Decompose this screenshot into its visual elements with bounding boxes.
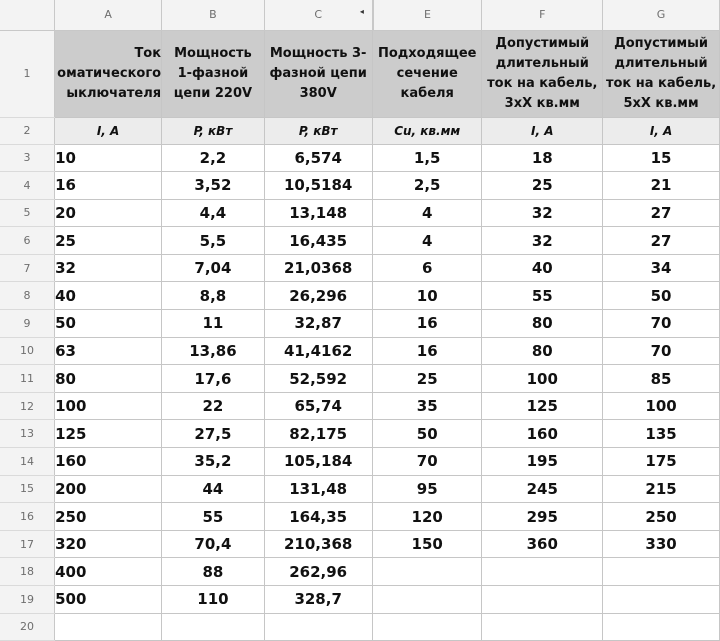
cell-c17[interactable]: 210,368 [264, 530, 372, 558]
cell-g18[interactable] [603, 558, 720, 586]
cell-e8[interactable]: 10 [373, 282, 482, 310]
row-header-6[interactable]: 6 [0, 227, 55, 255]
cell-g7[interactable]: 34 [603, 254, 720, 282]
row-header-13[interactable]: 13 [0, 420, 55, 448]
cell-f4[interactable]: 25 [482, 172, 603, 200]
cell-a5[interactable]: 20 [55, 199, 162, 227]
column-header-c[interactable] [264, 0, 372, 30]
cell-a8[interactable]: 40 [55, 282, 162, 310]
cell-f5[interactable]: 32 [482, 199, 603, 227]
cell-g14[interactable]: 175 [603, 448, 720, 476]
column-header-row [0, 0, 720, 30]
row-header-10[interactable]: 10 [0, 337, 55, 365]
cell-b9[interactable]: 11 [162, 310, 265, 338]
header-cell-e[interactable]: Подходящее сечение кабеля [373, 30, 482, 117]
cell-e7[interactable]: 6 [373, 254, 482, 282]
cell-a9[interactable]: 50 [55, 310, 162, 338]
cell-a14[interactable]: 160 [55, 448, 162, 476]
table-row [0, 310, 720, 338]
cell-b20[interactable] [162, 613, 265, 640]
column-header-e[interactable]: E [373, 0, 482, 30]
row-header-7[interactable]: 7 [0, 254, 55, 282]
cell-g20[interactable] [603, 613, 720, 640]
cell-a15[interactable]: 200 [55, 475, 162, 503]
cell-b7[interactable]: 7,04 [162, 254, 265, 282]
cell-e9[interactable]: 16 [373, 310, 482, 338]
cell-b14[interactable]: 35,2 [162, 448, 265, 476]
table-row [0, 503, 720, 531]
cell-b18[interactable]: 88 [162, 558, 265, 586]
cell-e11[interactable]: 25 [373, 365, 482, 393]
table-row [0, 144, 720, 172]
cell-g5[interactable]: 27 [603, 199, 720, 227]
cell-a4[interactable]: 16 [55, 172, 162, 200]
table-row [0, 254, 720, 282]
cell-b10[interactable]: 13,86 [162, 337, 265, 365]
hidden-columns-left-arrow-icon[interactable]: ◂ [359, 7, 364, 16]
cell-g11[interactable]: 85 [603, 365, 720, 393]
column-header-a[interactable]: A [55, 0, 162, 30]
table-row [0, 392, 720, 420]
cell-a19[interactable]: 500 [55, 586, 162, 614]
cell-c12[interactable]: 65,74 [264, 392, 372, 420]
cell-f17[interactable]: 360 [482, 530, 603, 558]
cell-f3[interactable]: 18 [482, 144, 603, 172]
cell-g3[interactable]: 15 [603, 144, 720, 172]
cell-c15[interactable]: 131,48 [264, 475, 372, 503]
cell-a6[interactable]: 25 [55, 227, 162, 255]
cell-f9[interactable]: 80 [482, 310, 603, 338]
cell-c14[interactable]: 105,184 [264, 448, 372, 476]
cell-f7[interactable]: 40 [482, 254, 603, 282]
cell-f6[interactable]: 32 [482, 227, 603, 255]
cell-a3[interactable]: 10 [55, 144, 162, 172]
row-header-19[interactable]: 19 [0, 586, 55, 614]
unit-cell-a[interactable]: I, A [55, 117, 162, 144]
row-header-12[interactable]: 12 [0, 392, 55, 420]
cell-f12[interactable]: 125 [482, 392, 603, 420]
table-row [0, 475, 720, 503]
cell-b8[interactable]: 8,8 [162, 282, 265, 310]
table-row [0, 613, 720, 640]
row-header-18[interactable]: 18 [0, 558, 55, 586]
row-header-3[interactable]: 3 [0, 144, 55, 172]
row-header-11[interactable]: 11 [0, 365, 55, 393]
cell-g17[interactable]: 330 [603, 530, 720, 558]
unit-cell-b[interactable]: P, кВт [162, 117, 265, 144]
row-header-2[interactable]: 2 [0, 117, 55, 144]
cell-c5[interactable]: 13,148 [264, 199, 372, 227]
cell-b11[interactable]: 17,6 [162, 365, 265, 393]
cell-f16[interactable]: 295 [482, 503, 603, 531]
unit-cell-g[interactable]: I, A [603, 117, 720, 144]
row-header-8[interactable]: 8 [0, 282, 55, 310]
row-header-14[interactable]: 14 [0, 448, 55, 476]
row-header-17[interactable]: 17 [0, 530, 55, 558]
cell-f19[interactable] [482, 586, 603, 614]
cell-f10[interactable]: 80 [482, 337, 603, 365]
cell-c13[interactable]: 82,175 [264, 420, 372, 448]
cell-a7[interactable]: 32 [55, 254, 162, 282]
table-row [0, 172, 720, 200]
cell-e16[interactable]: 120 [373, 503, 482, 531]
cell-c16[interactable]: 164,35 [264, 503, 372, 531]
cell-g4[interactable]: 21 [603, 172, 720, 200]
cell-g9[interactable]: 70 [603, 310, 720, 338]
cell-e20[interactable] [373, 613, 482, 640]
cell-f11[interactable]: 100 [482, 365, 603, 393]
cell-e3[interactable]: 1,5 [373, 144, 482, 172]
cell-b3[interactable]: 2,2 [162, 144, 265, 172]
cell-c18[interactable]: 262,96 [264, 558, 372, 586]
cell-f13[interactable]: 160 [482, 420, 603, 448]
cell-c8[interactable]: 26,296 [264, 282, 372, 310]
header-cell-b[interactable]: Мощность 1-фазной цепи 220V [162, 30, 265, 117]
cell-c20[interactable] [264, 613, 372, 640]
header-cell-a[interactable]: Ток оматического ыключателя [55, 30, 162, 117]
row-header-5[interactable]: 5 [0, 199, 55, 227]
cell-f20[interactable] [482, 613, 603, 640]
cell-f15[interactable]: 245 [482, 475, 603, 503]
table-row [0, 227, 720, 255]
column-header-f[interactable]: F [482, 0, 603, 30]
cell-e18[interactable] [373, 558, 482, 586]
cell-g19[interactable] [603, 586, 720, 614]
cell-a18[interactable]: 400 [55, 558, 162, 586]
select-all-corner[interactable] [0, 0, 55, 30]
cell-f14[interactable]: 195 [482, 448, 603, 476]
cell-a12[interactable]: 100 [55, 392, 162, 420]
cell-c9[interactable]: 32,87 [264, 310, 372, 338]
cell-e4[interactable]: 2,5 [373, 172, 482, 200]
cell-g10[interactable]: 70 [603, 337, 720, 365]
cell-c7[interactable]: 21,0368 [264, 254, 372, 282]
unit-cell-f[interactable]: I, A [482, 117, 603, 144]
table-row [0, 199, 720, 227]
column-header-b[interactable]: B [162, 0, 265, 30]
cell-g16[interactable]: 250 [603, 503, 720, 531]
cell-e15[interactable]: 95 [373, 475, 482, 503]
cell-b12[interactable]: 22 [162, 392, 265, 420]
cell-e5[interactable]: 4 [373, 199, 482, 227]
header-cell-g[interactable]: Допустимый длительный ток на кабель, 5хХ кв.мм [603, 30, 720, 117]
cell-b15[interactable]: 44 [162, 475, 265, 503]
cell-b16[interactable]: 55 [162, 503, 265, 531]
cell-b4[interactable]: 3,52 [162, 172, 265, 200]
cell-b5[interactable]: 4,4 [162, 199, 265, 227]
cell-e10[interactable]: 16 [373, 337, 482, 365]
unit-cell-e[interactable]: Cu, кв.мм [373, 117, 482, 144]
cell-g13[interactable]: 135 [603, 420, 720, 448]
cell-a10[interactable]: 63 [55, 337, 162, 365]
header-cell-f[interactable]: Допустимый длительный ток на кабель, 3хХ кв.мм [482, 30, 603, 117]
row-header-4[interactable]: 4 [0, 172, 55, 200]
row-header-1[interactable]: 1 [0, 30, 55, 117]
column-header-g[interactable]: G [603, 0, 720, 30]
table-row [0, 365, 720, 393]
table-row [0, 30, 720, 117]
cell-g12[interactable]: 100 [603, 392, 720, 420]
row-header-9[interactable]: 9 [0, 310, 55, 338]
cell-f18[interactable] [482, 558, 603, 586]
table-row [0, 586, 720, 614]
table-row [0, 337, 720, 365]
cell-a17[interactable]: 320 [55, 530, 162, 558]
row-header-20[interactable]: 20 [0, 613, 55, 640]
cell-a11[interactable]: 80 [55, 365, 162, 393]
cell-a20[interactable] [55, 613, 162, 640]
cell-b19[interactable]: 110 [162, 586, 265, 614]
row-header-16[interactable]: 16 [0, 503, 55, 531]
table-row [0, 558, 720, 586]
cell-e12[interactable]: 35 [373, 392, 482, 420]
cell-e17[interactable]: 150 [373, 530, 482, 558]
row-header-15[interactable]: 15 [0, 475, 55, 503]
cell-a16[interactable]: 250 [55, 503, 162, 531]
cell-e6[interactable]: 4 [373, 227, 482, 255]
table-row [0, 448, 720, 476]
cell-a13[interactable]: 125 [55, 420, 162, 448]
table-row [0, 282, 720, 310]
cell-b13[interactable]: 27,5 [162, 420, 265, 448]
table-row [0, 117, 720, 144]
cell-c3[interactable]: 6,574 [264, 144, 372, 172]
column-header-c-label: C [314, 8, 322, 22]
cell-g8[interactable]: 50 [603, 282, 720, 310]
cell-b6[interactable]: 5,5 [162, 227, 265, 255]
cell-e13[interactable]: 50 [373, 420, 482, 448]
cell-b17[interactable]: 70,4 [162, 530, 265, 558]
cell-c4[interactable]: 10,5184 [264, 172, 372, 200]
header-cell-c[interactable]: Мощность 3- фазной цепи 380V [264, 30, 372, 117]
cell-g6[interactable]: 27 [603, 227, 720, 255]
table-row [0, 420, 720, 448]
cell-c19[interactable]: 328,7 [264, 586, 372, 614]
table-row [0, 530, 720, 558]
cell-c11[interactable]: 52,592 [264, 365, 372, 393]
cell-f8[interactable]: 55 [482, 282, 603, 310]
cell-e14[interactable]: 70 [373, 448, 482, 476]
cell-c6[interactable]: 16,435 [264, 227, 372, 255]
unit-cell-c[interactable]: P, кВт [264, 117, 372, 144]
cell-g15[interactable]: 215 [603, 475, 720, 503]
cell-e19[interactable] [373, 586, 482, 614]
cell-c10[interactable]: 41,4162 [264, 337, 372, 365]
